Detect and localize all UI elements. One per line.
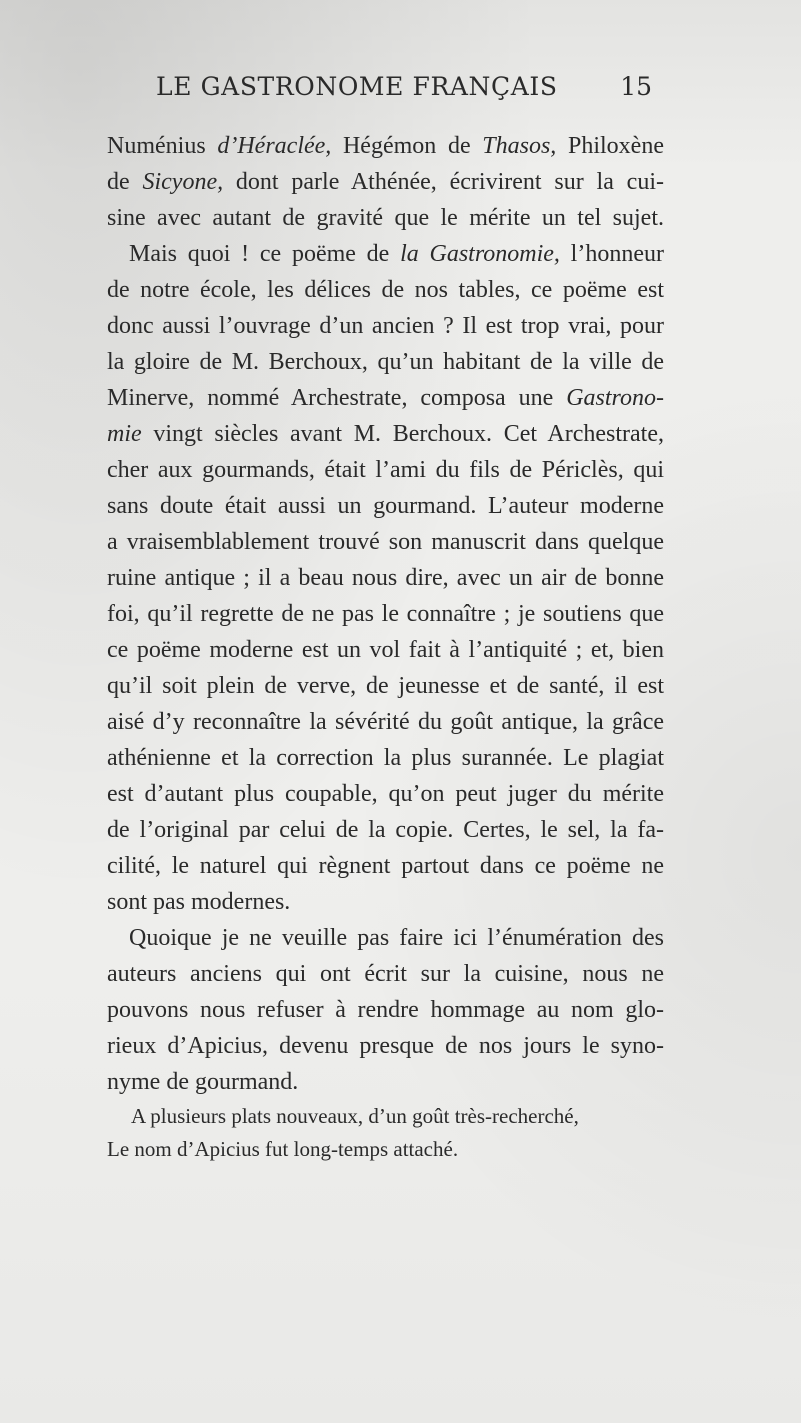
italic-title: la Gastronomie, [400, 241, 560, 267]
italic-title: Gastrono- [566, 385, 664, 411]
text-line: sans doute était aussi un gourmand. L’auteur moderne [107, 493, 664, 519]
text-line: la gloire de M. Berchoux, qu’un habitant de la ville de [107, 349, 664, 375]
paragraph-start-line: Mais quoi ! ce poëme de la Gastronomie, l’honneur [129, 241, 664, 267]
text-line: qu’il soit plein de verve, de jeunesse et de santé, il est [107, 673, 664, 699]
text-line: Minerve, nommé Archestrate, composa une Gastrono- [107, 385, 664, 411]
text-line: ruine antique ; il a beau nous dire, avec un air de bonne [107, 565, 664, 591]
running-title: LE GASTRONOME FRANÇAIS [156, 72, 558, 101]
text-line: cilité, le naturel qui règnent partout dans ce poëme ne [107, 853, 664, 879]
italic-title: mie [107, 421, 142, 447]
italic-place-name: d’Héraclée, [217, 133, 332, 159]
page-header [156, 72, 656, 112]
text-line: cher aux gourmands, était l’ami du fils de Périclès, qui [107, 457, 664, 483]
text-line: est d’autant plus coupable, qu’on peut juger du mérite [107, 781, 664, 807]
text-line: ce poëme moderne est un vol fait à l’antiquité ; et, bien [107, 637, 664, 663]
italic-place-name: Sicyone, [142, 169, 224, 195]
text-line: a vraisemblablement trouvé son manuscrit dans quelque [107, 529, 664, 555]
body-text [107, 128, 664, 1166]
text-line: donc aussi l’ouvrage d’un ancien ? Il est trop vrai, pour [107, 313, 664, 339]
italic-place-name: Thasos, [482, 133, 557, 159]
text-line: mie vingt siècles avant M. Berchoux. Cet Archestrate, [107, 421, 664, 447]
text-line: de notre école, les délices de nos tables, ce poëme est [107, 277, 664, 303]
paragraph-end-line: sont pas modernes. [107, 889, 291, 915]
page-number: 15 [620, 72, 652, 101]
text-line: Numénius d’Héraclée, Hégémon de Thasos, Philoxène [107, 133, 664, 159]
text-line: athénienne et la correction la plus surannée. Le plagiat [107, 745, 664, 771]
paragraph-end-line: nyme de gourmand. [107, 1069, 299, 1095]
text-line: de Sicyone, dont parle Athénée, écrivirent sur la cui- [107, 169, 664, 195]
text-line: auteurs anciens qui ont écrit sur la cuisine, nous ne [107, 961, 664, 987]
text-line: de l’original par celui de la copie. Certes, le sel, la fa- [107, 817, 664, 843]
text-line: pouvons nous refuser à rendre hommage au nom glo- [107, 997, 664, 1023]
text-line: foi, qu’il regrette de ne pas le connaître ; je soutiens que [107, 601, 664, 627]
text-line: rieux d’Apicius, devenu presque de nos jours le syno- [107, 1033, 664, 1059]
text-line: sine avec autant de gravité que le mérite un tel sujet. [107, 205, 664, 231]
verse-line: A plusieurs plats nouveaux, d’un goût très-recherché, [131, 1104, 579, 1128]
verse-line: Le nom d’Apicius fut long-temps attaché. [107, 1137, 459, 1161]
text-line: aisé d’y reconnaître la sévérité du goût antique, la grâce [107, 709, 664, 735]
paragraph-start-line: Quoique je ne veuille pas faire ici l’énumération des [129, 925, 664, 951]
